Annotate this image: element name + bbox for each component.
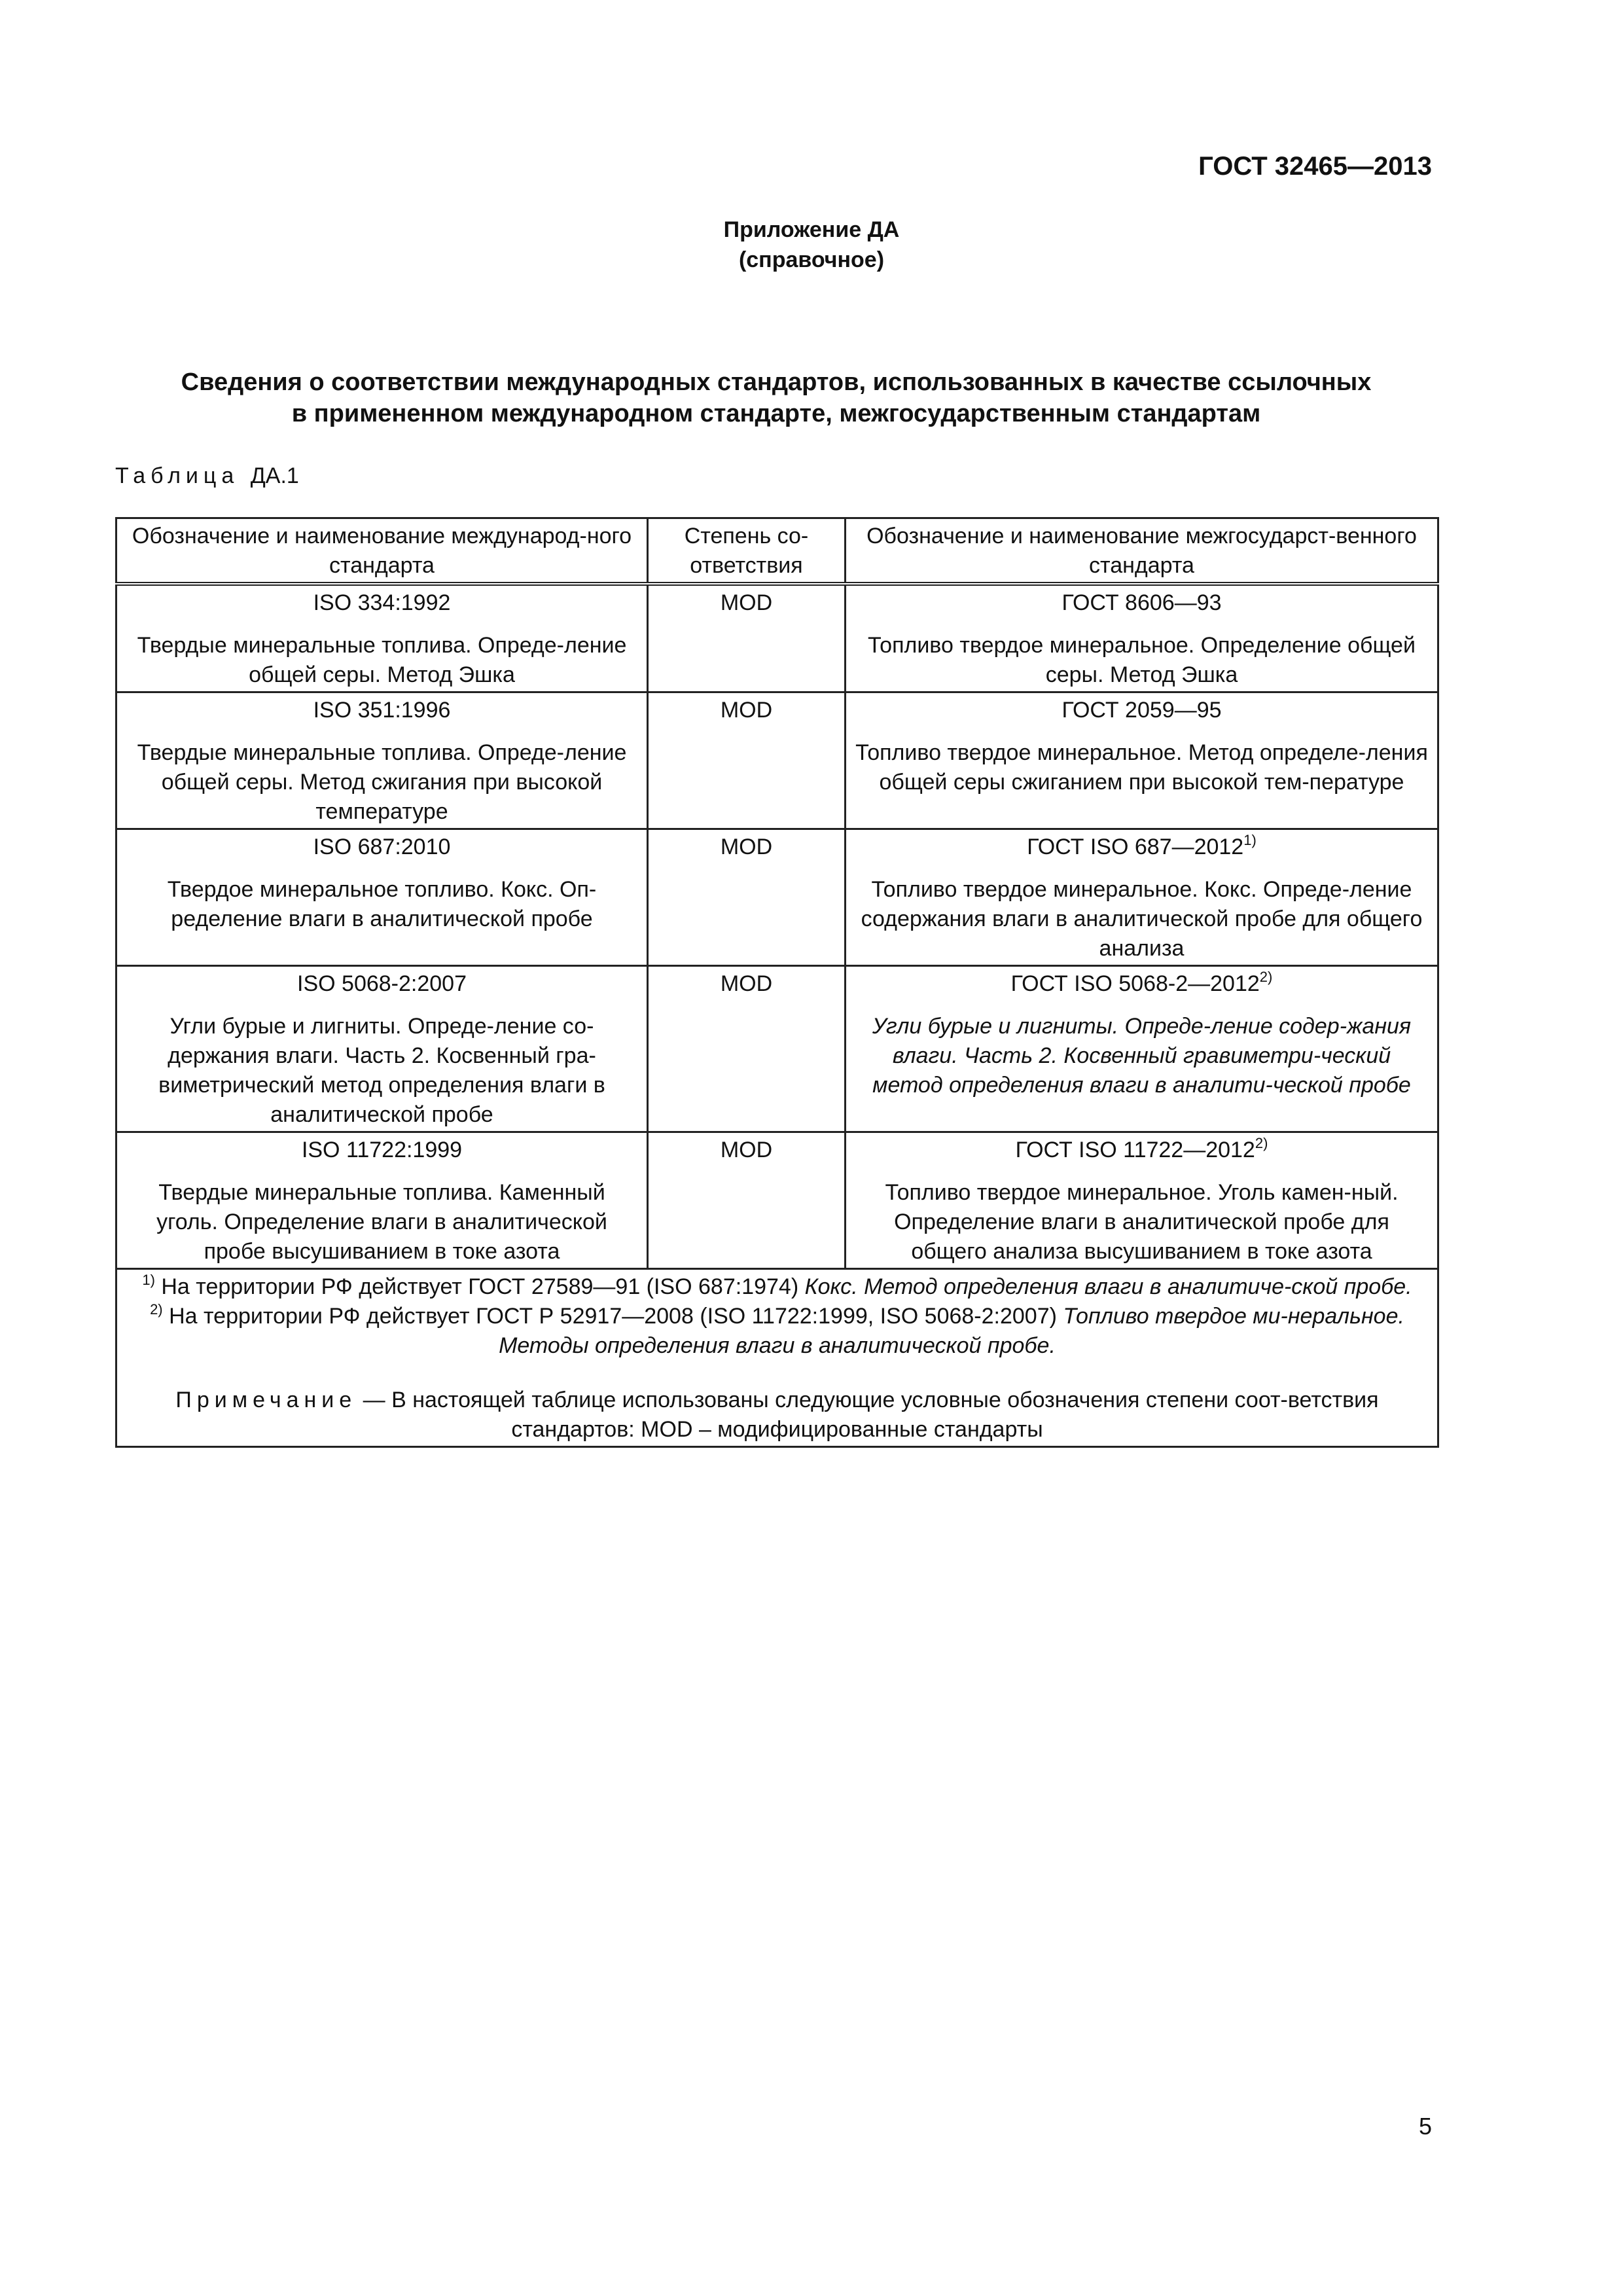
table-row — [116, 1132, 1438, 1269]
intl-standard-code: ISO 5068-2:2007 — [297, 971, 467, 996]
intl-standard-code: ISO 334:1992 — [313, 590, 451, 615]
gost-standard-cell — [846, 966, 1438, 1132]
gost-standard-cell — [846, 584, 1438, 692]
gost-standard-name: Топливо твердое минеральное. Определение общей серы. Метод Эшка — [868, 633, 1416, 687]
table-note — [126, 1386, 1428, 1444]
gost-standard-code: ГОСТ 2059—95 — [1061, 698, 1222, 723]
footnote-1 — [126, 1272, 1428, 1302]
footnote-2-italic: Топливо твердое ми-неральное. Методы определения влаги в аналитической пробе. — [499, 1304, 1404, 1358]
gost-standard-cell — [846, 692, 1438, 829]
header-degree: Степень со-ответствия — [648, 518, 846, 584]
table-note-text: — В настоящей таблице использованы следующие условные обозначения степени соот-ветствия стандартов: MOD – модифицированные стандарты — [363, 1388, 1379, 1442]
page-number: 5 — [1418, 2113, 1432, 2140]
intl-standard-name: Твердые минеральные топлива. Опреде-ление общей серы. Метод сжигания при высокой температуре — [137, 740, 627, 824]
gost-standard-name: Угли бурые и лигниты. Опреде-ление содер-жания влаги. Часть 2. Косвенный гравиметри-ческий метод определения влаги в аналити-ческой пробе — [872, 1014, 1412, 1098]
gost-standard-code: ГОСТ ISO 5068-2—2012 — [1010, 971, 1260, 996]
footnote-2-mark: 2) — [150, 1301, 163, 1318]
header-intl-standard: Обозначение и наименование международ-ного стандарта — [116, 518, 648, 584]
gost-standard-code-line — [855, 588, 1428, 618]
intl-standard-name: Твердые минеральные топлива. Опреде-ление общей серы. Метод Эшка — [137, 633, 627, 687]
header-gost-standard: Обозначение и наименование межгосударст-венного стандарта — [846, 518, 1438, 584]
intl-standard-name: Твердые минеральные топлива. Каменный уголь. Определение влаги в аналитической пробе высушиванием в токе азота — [156, 1180, 607, 1264]
intl-standard-cell — [116, 1132, 648, 1269]
gost-standard-code: ГОСТ 8606—93 — [1061, 590, 1222, 615]
section-heading-line-2: в примененном международном стандарте, межгосударственным стандартам — [291, 400, 1261, 427]
correspondence-table — [115, 517, 1439, 1448]
table-row — [116, 584, 1438, 692]
document-code: ГОСТ 32465—2013 — [1198, 152, 1432, 181]
gost-standard-name: Топливо твердое минеральное. Метод определе-ления общей серы сжиганием при высокой тем-пературе — [855, 740, 1428, 795]
intl-standard-cell — [116, 692, 648, 829]
gost-standard-code-line — [855, 1136, 1428, 1165]
section-heading-line-1: Сведения о соответствии международных стандартов, использованных в качестве ссылочных — [181, 368, 1372, 396]
gost-standard-code-line — [855, 969, 1428, 999]
gost-footnote-mark: 2) — [1255, 1135, 1268, 1151]
intl-standard-code: ISO 351:1996 — [313, 698, 451, 723]
gost-footnote-mark: 2) — [1259, 969, 1273, 985]
table-footer-row — [116, 1269, 1438, 1447]
degree-cell: MOD — [648, 966, 846, 1132]
intl-standard-name: Твердое минеральное топливо. Кокс. Оп-ределение влаги в аналитической пробе — [167, 877, 597, 931]
footnote-2 — [126, 1302, 1428, 1361]
degree-cell: MOD — [648, 584, 846, 692]
degree-cell: MOD — [648, 829, 846, 966]
degree-cell: MOD — [648, 692, 846, 829]
intl-standard-cell — [116, 584, 648, 692]
gost-standard-cell — [846, 1132, 1438, 1269]
footnote-1-italic: Кокс. Метод определения влаги в аналитиче-ской пробе. — [804, 1274, 1412, 1299]
gost-standard-code: ГОСТ ISO 687—2012 — [1027, 834, 1244, 859]
table-row — [116, 692, 1438, 829]
table-note-label: Примечание — [175, 1388, 357, 1412]
footnote-2-text: На территории РФ действует ГОСТ Р 52917—2008 (ISO 11722:1999, ISO 5068-2:2007) — [169, 1304, 1057, 1329]
intl-standard-cell — [116, 829, 648, 966]
footnote-1-text: На территории РФ действует ГОСТ 27589—91 (ISO 687:1974) — [161, 1274, 799, 1299]
table-label-number: ДА.1 — [250, 463, 299, 488]
intl-standard-name: Угли бурые и лигниты. Опреде-ление со-держания влаги. Часть 2. Косвенный гра-виметрический метод определения влаги в аналитической пробе — [158, 1014, 605, 1127]
gost-standard-code-line — [855, 696, 1428, 725]
table-row — [116, 966, 1438, 1132]
table-label — [115, 463, 299, 489]
table-footnotes-cell — [116, 1269, 1438, 1447]
gost-standard-code: ГОСТ ISO 11722—2012 — [1015, 1138, 1255, 1162]
intl-standard-code: ISO 11722:1999 — [301, 1138, 463, 1162]
table-label-word: Таблица — [115, 463, 240, 488]
degree-cell: MOD — [648, 1132, 846, 1269]
appendix-subtitle: (справочное) — [738, 247, 885, 272]
intl-standard-code: ISO 687:2010 — [313, 834, 451, 859]
table-row — [116, 829, 1438, 966]
intl-standard-cell — [116, 966, 648, 1132]
appendix-title: Приложение ДА — [723, 217, 900, 242]
gost-footnote-mark: 1) — [1243, 832, 1257, 848]
appendix-heading — [0, 215, 1623, 275]
gost-standard-cell — [846, 829, 1438, 966]
gost-standard-name: Топливо твердое минеральное. Уголь камен-ный. Определение влаги в аналитической пробе для общего анализа высушиванием в токе азота — [885, 1180, 1399, 1264]
footnote-1-mark: 1) — [142, 1272, 155, 1288]
section-heading — [115, 367, 1437, 429]
table-header-row — [116, 518, 1438, 584]
gost-standard-code-line — [855, 833, 1428, 862]
gost-standard-name: Топливо твердое минеральное. Кокс. Опреде-ление содержания влаги в аналитической пробе для общего анализа — [861, 877, 1423, 961]
